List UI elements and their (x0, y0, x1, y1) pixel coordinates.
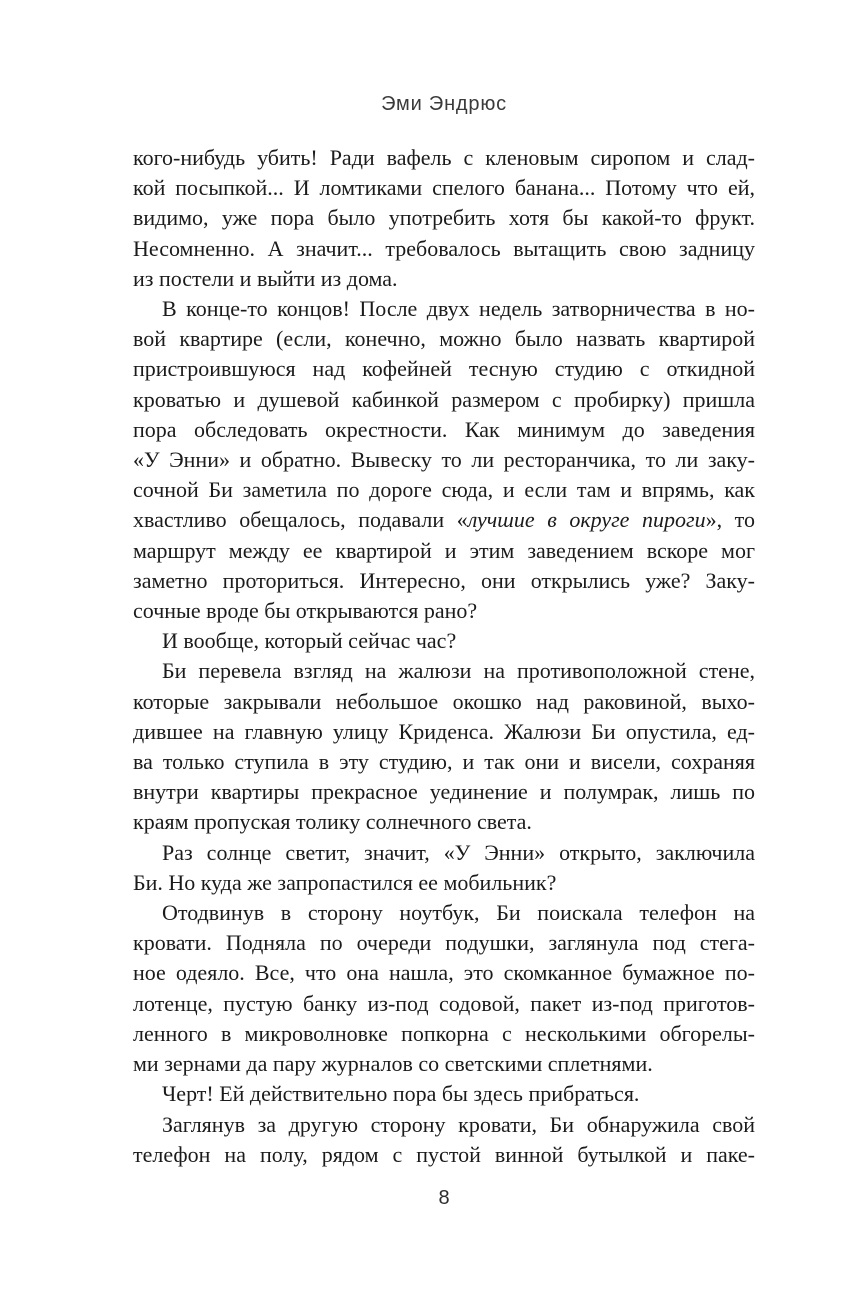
text-line: видимо, уже пора было употребить хотя бы какой-то фрукт. (133, 205, 755, 231)
text-line: пристроившуюся над кофейней тесную студию с откидной (133, 356, 755, 382)
text-line: кого-нибудь убить! Ради вафель с кленовым сиропом и слад- (133, 145, 755, 170)
paragraph (133, 656, 755, 837)
text-line: заметно проториться. Интересно, они открылись уже? Заку- (133, 567, 755, 593)
text-line: сочные вроде бы открываются рано? (133, 598, 478, 624)
body-text (133, 143, 755, 1170)
text-line: пора обследовать окрестности. Как минимум до заведения (133, 416, 755, 442)
paragraph (133, 838, 755, 898)
paragraph (133, 143, 755, 294)
text-line: вой квартире (если, конечно, можно было назвать квартирой (133, 326, 755, 352)
text-line: ное одеяло. Все, что она нашла, это скомканное бумажное по- (133, 960, 755, 986)
paragraph (133, 898, 755, 1079)
text-line: краям пропуская толику солнечного света. (133, 809, 532, 835)
text-line: В конце-то концов! После двух недель затворничества в но- (162, 296, 755, 322)
text-line: ми зернами да пару журналов со светскими сплетнями. (133, 1051, 653, 1077)
text-line: внутри квартиры прекрасное уединение и полумрак, лишь по (133, 779, 755, 805)
paragraph (133, 1079, 755, 1109)
text-line: телефон на полу, рядом с пустой винной бутылкой и паке- (133, 1141, 755, 1167)
text-line: Несомненно. А значит... требовалось вытащить свою задницу (133, 235, 755, 261)
page-number: 8 (438, 1187, 450, 1209)
italic-text-segment: лучшие в округе пироги (467, 507, 706, 533)
text-line: лотенце, пустую банку из-под содовой, пакет из-под приготов- (133, 990, 755, 1016)
paragraph (133, 1110, 755, 1170)
page-footer (133, 1186, 755, 1210)
text-line: кой посыпкой... И ломтиками спелого банана... Потому что ей, (133, 175, 755, 201)
text-line (133, 505, 755, 535)
paragraph (133, 626, 755, 656)
text-line: Би перевела взгляд на жалюзи на противоположной стене, (162, 658, 755, 684)
text-line: Отодвинув в сторону ноутбук, Би поискала телефон на (162, 900, 755, 926)
text-line: сочной Би заметила по дороге сюда, и если там и впрямь, как (133, 477, 755, 503)
text-line: Заглянув за другую сторону кровати, Би обнаружила свой (162, 1111, 755, 1137)
text-line: которые закрывали небольшое окошко над раковиной, выхо- (133, 688, 755, 714)
text-line: Черт! Ей действительно пора бы здесь прибраться. (162, 1081, 640, 1107)
text-line: маршрут между ее квартирой и этим заведением вскоре мог (133, 537, 755, 563)
text-line: из постели и выйти из дома. (133, 265, 398, 291)
running-head (133, 92, 755, 116)
text-segment: хвастливо обещалось, подавали « (133, 507, 468, 533)
text-line: ленного в микроволновке попкорна с несколькими обгорелы- (133, 1020, 755, 1046)
author-name: Эми Эндрюс (381, 93, 507, 115)
text-line: кроватью и душевой кабинкой размером с пробирку) пришла (133, 386, 755, 412)
text-line: Би. Но куда же запропастился ее мобильник? (133, 869, 557, 895)
text-line: Раз солнце светит, значит, «У Энни» открыто, заключила (162, 839, 755, 865)
text-line: кровати. Подняла по очереди подушки, заглянула под стега- (133, 930, 755, 956)
text-line: дившее на главную улицу Криденса. Жалюзи Би опустила, ед- (133, 718, 755, 744)
paragraph (133, 294, 755, 626)
text-segment: », то (705, 507, 755, 533)
text-line: И вообще, который сейчас час? (162, 628, 457, 654)
text-line: ва только ступила в эту студию, и так они и висели, сохраняя (133, 749, 755, 775)
text-line: «У Энни» и обратно. Вывеску то ли ресторанчика, то ли заку- (133, 447, 755, 473)
